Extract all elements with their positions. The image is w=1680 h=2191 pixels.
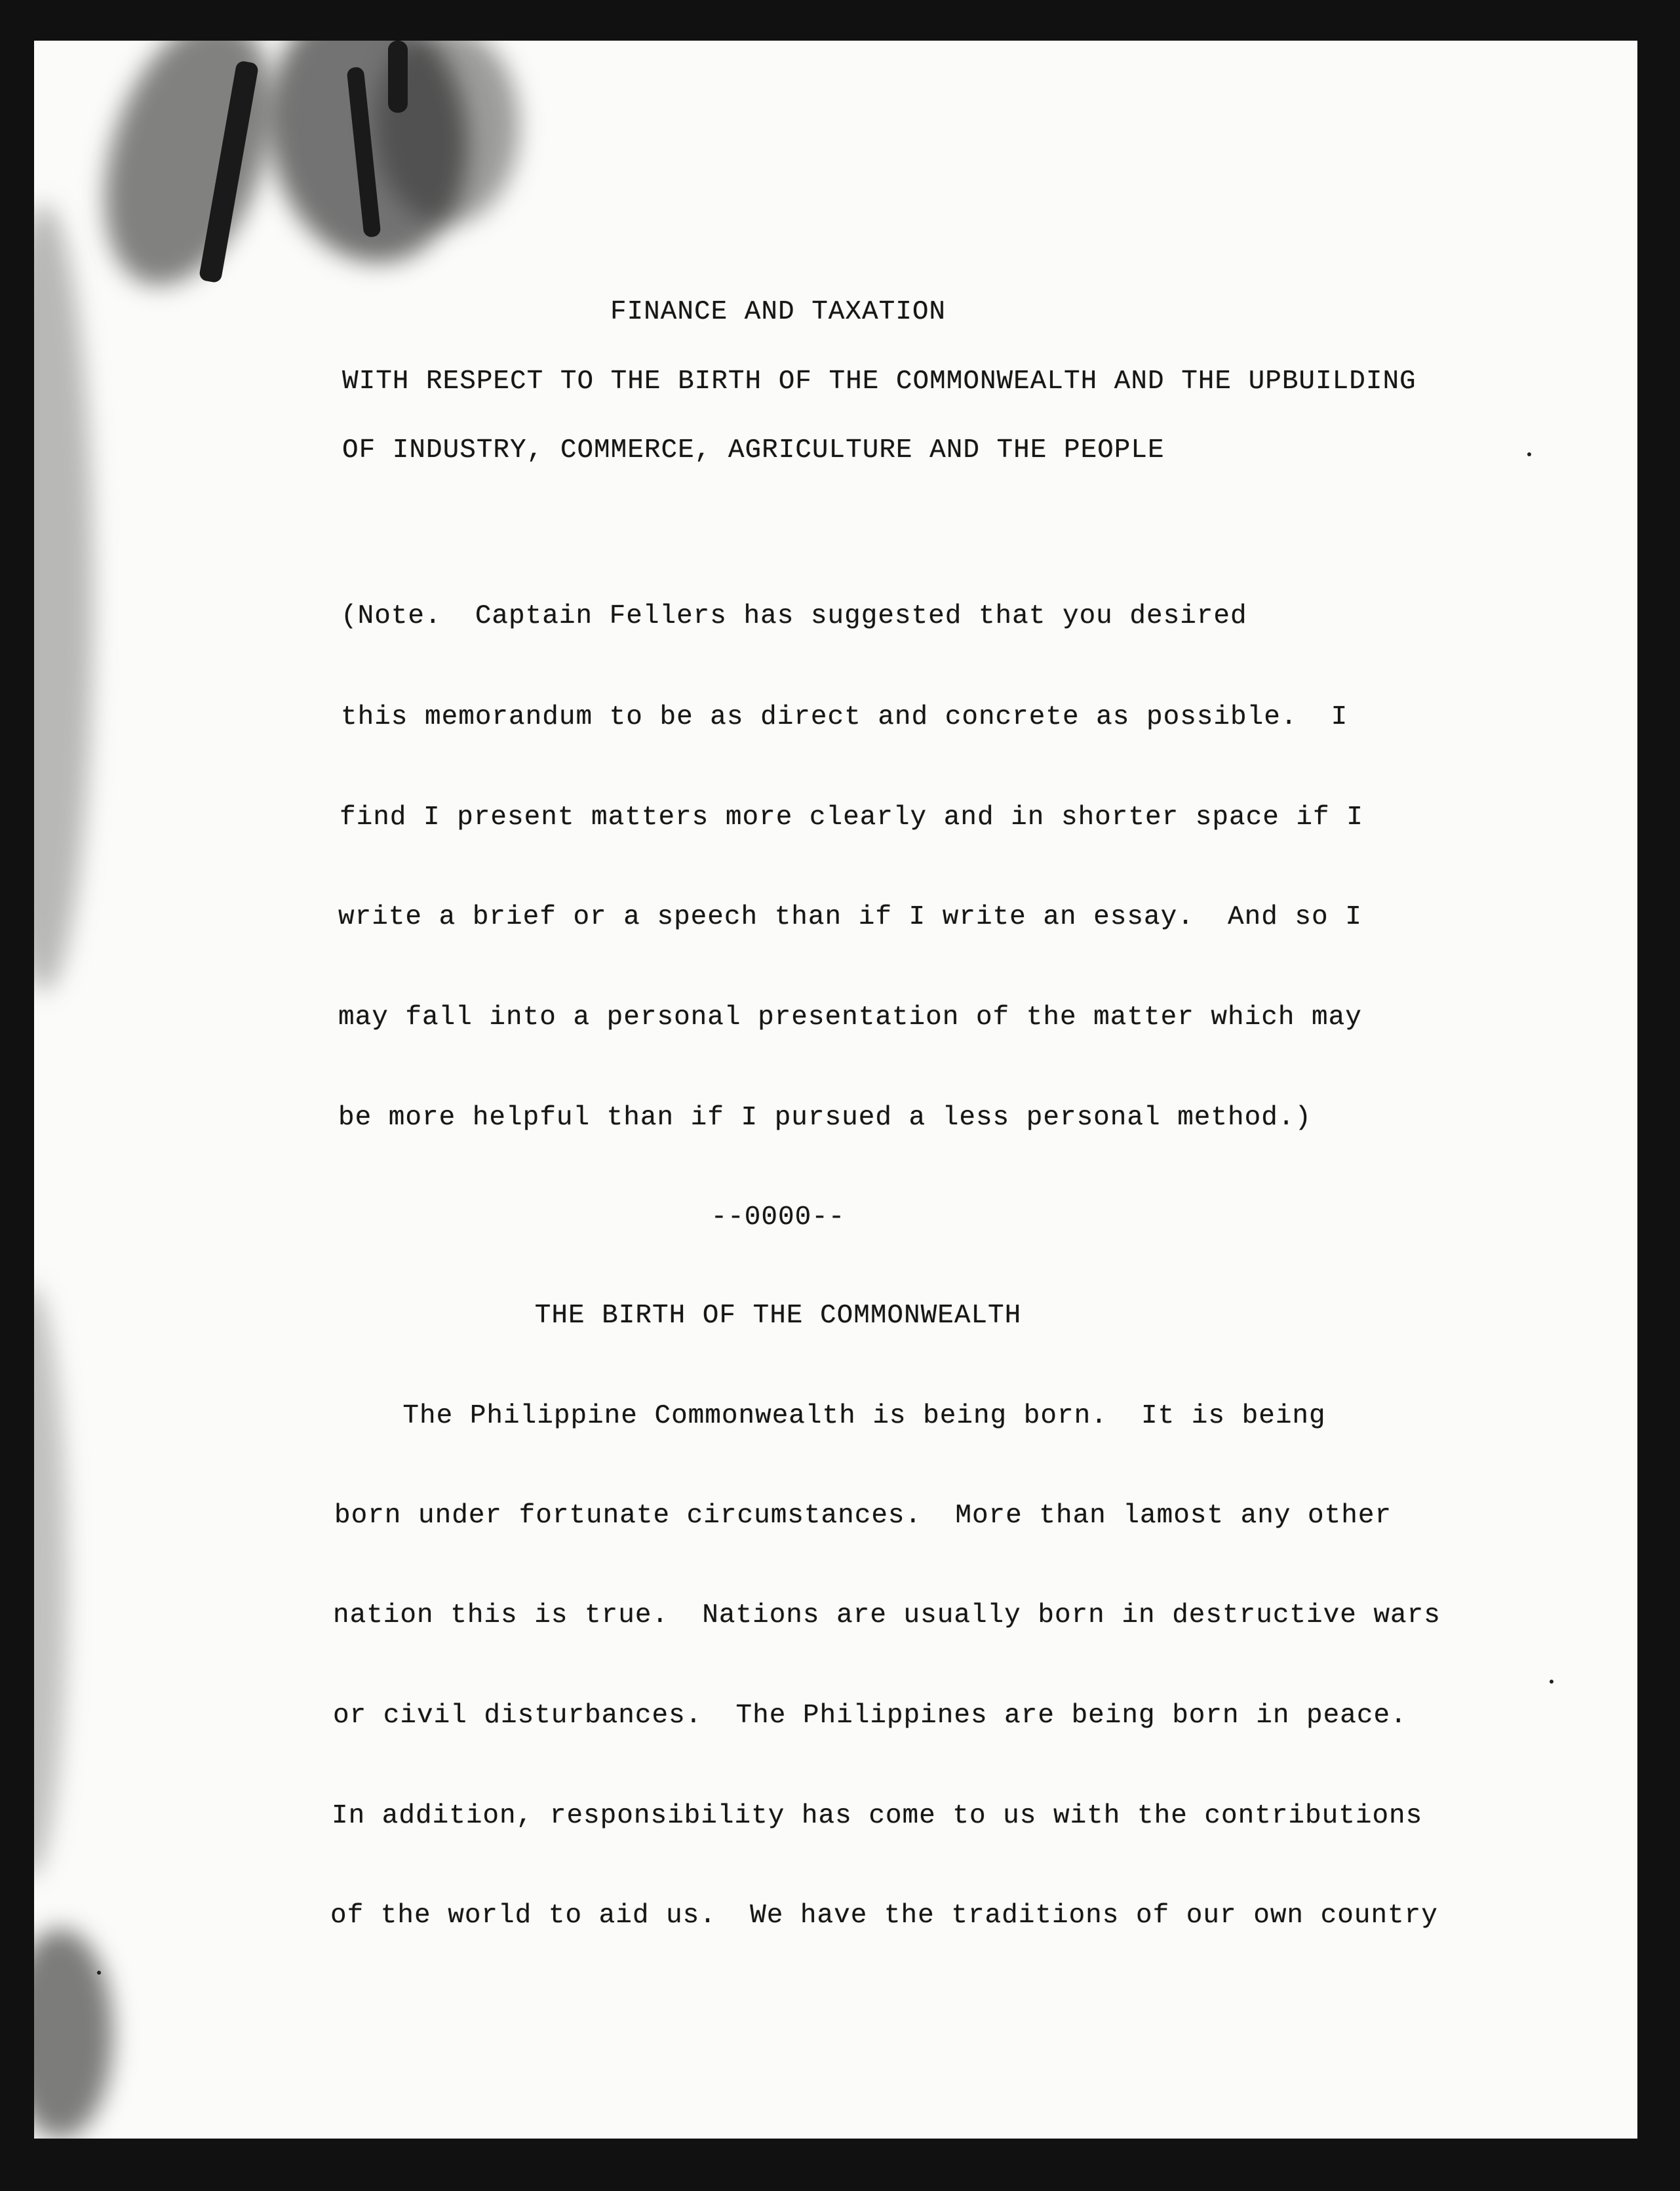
document-page: [34, 41, 1637, 2139]
body-line: of the world to aid us. We have the traditions of our own country: [330, 1901, 1438, 1931]
ink-speck: [97, 1971, 101, 1975]
note-line: write a brief or a speech than if I write an essay. And so I: [338, 902, 1362, 932]
body-line: or civil disturbances. The Philippines are being born in peace.: [333, 1701, 1407, 1731]
section-heading: THE BIRTH OF THE COMMONWEALTH: [534, 1301, 1022, 1331]
ink-speck: [1527, 452, 1531, 456]
note-line: find I present matters more clearly and in shorter space if I: [340, 802, 1363, 833]
smudge-mark: [74, 41, 303, 306]
note-line: this memorandum to be as direct and concrete as possible. I: [341, 702, 1348, 732]
section-separator: --0000--: [711, 1202, 846, 1233]
body-line: In addition, responsibility has come to us with the contributions: [332, 1801, 1423, 1831]
ink-speck: [1550, 1680, 1553, 1684]
body-line: born under fortunate circumstances. More than lamost any other: [334, 1501, 1392, 1531]
subtitle-line: WITH RESPECT TO THE BIRTH OF THE COMMONWEALTH AND THE UPBUILDING: [342, 366, 1416, 397]
document-title: FINANCE AND TAXATION: [610, 297, 947, 327]
note-line: (Note. Captain Fellers has suggested that you desired: [341, 601, 1247, 631]
corner-shadow: [34, 1929, 113, 2139]
note-line: be more helpful than if I pursued a less personal method.): [338, 1103, 1312, 1133]
edge-shadow: [34, 1286, 67, 1876]
subtitle-line: OF INDUSTRY, COMMERCE, AGRICULTURE AND THE PEOPLE: [342, 435, 1165, 465]
body-line: nation this is true. Nations are usually born in destructive wars: [333, 1600, 1441, 1630]
body-line: The Philippine Commonwealth is being born. It is being: [336, 1401, 1326, 1431]
note-line: may fall into a personal presentation of the matter which may: [338, 1002, 1362, 1033]
clip-mark: [388, 41, 408, 113]
